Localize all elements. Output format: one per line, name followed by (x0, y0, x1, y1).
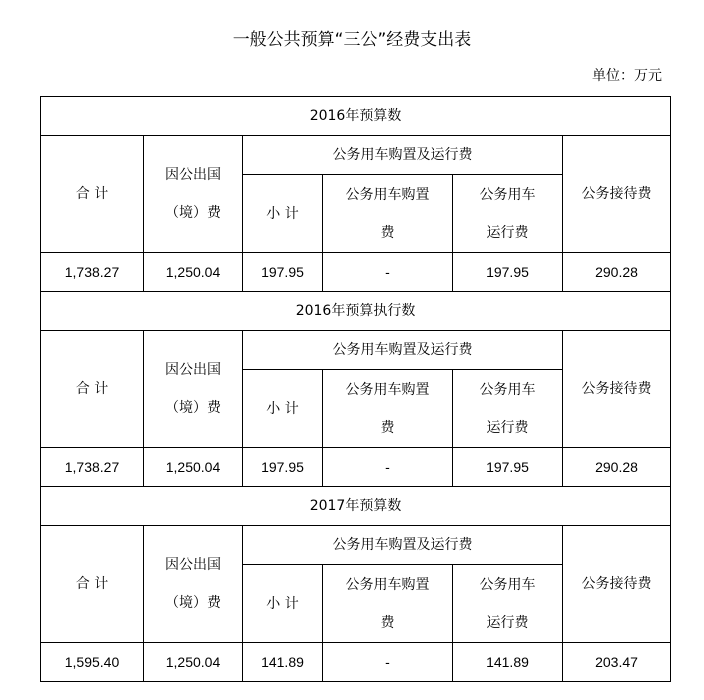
header-purchase (323, 565, 453, 643)
unit-label: 单位：万元 (592, 68, 662, 84)
header-vehicle-group: 公务用车购置及运行费 (243, 526, 563, 565)
header-subtotal: 小 计 (243, 175, 323, 253)
value-purchase: - (323, 253, 453, 292)
section-title: 2017年预算数 (41, 487, 671, 526)
value-operation: 197.95 (453, 253, 563, 292)
header-operation-line2: 运行费 (486, 224, 529, 241)
header-abroad-line2: （境）费 (165, 400, 221, 416)
header-operation-line2: 运行费 (486, 419, 529, 436)
header-abroad-line1: 因公出国 (165, 362, 221, 378)
header-operation (453, 175, 563, 253)
page-title: 一般公共预算“三公”经费支出表 (232, 30, 472, 50)
header-total: 合 计 (41, 526, 144, 643)
header-purchase-line2: 费 (380, 614, 395, 631)
value-total: 1,738.27 (41, 448, 144, 487)
header-row (41, 526, 671, 565)
header-abroad (144, 526, 243, 643)
header-reception: 公务接待费 (563, 526, 671, 643)
header-reception: 公务接待费 (563, 331, 671, 448)
header-abroad-line2: （境）费 (165, 205, 221, 221)
value-purchase: - (323, 643, 453, 682)
value-total: 1,595.40 (41, 643, 144, 682)
header-total: 合 计 (41, 331, 144, 448)
value-abroad: 1,250.04 (144, 253, 243, 292)
section-title: 2016年预算数 (41, 97, 671, 136)
value-reception: 290.28 (563, 448, 671, 487)
header-subtotal: 小 计 (243, 370, 323, 448)
header-purchase-line1: 公务用车购置 (345, 381, 430, 398)
value-reception: 203.47 (563, 643, 671, 682)
header-operation-line1: 公务用车 (479, 576, 536, 593)
header-purchase (323, 175, 453, 253)
value-abroad: 1,250.04 (144, 448, 243, 487)
header-operation-line2: 运行费 (486, 614, 529, 631)
value-subtotal: 197.95 (243, 253, 323, 292)
header-purchase-line2: 费 (380, 224, 395, 241)
value-subtotal: 197.95 (243, 448, 323, 487)
header-purchase-line1: 公务用车购置 (345, 576, 430, 593)
value-total: 1,738.27 (41, 253, 144, 292)
header-vehicle-group: 公务用车购置及运行费 (243, 331, 563, 370)
header-vehicle-group: 公务用车购置及运行费 (243, 136, 563, 175)
header-abroad (144, 136, 243, 253)
header-purchase-line2: 费 (380, 419, 395, 436)
value-operation: 197.95 (453, 448, 563, 487)
section-title-row (41, 292, 671, 331)
header-row (41, 331, 671, 370)
header-operation (453, 370, 563, 448)
value-purchase: - (323, 448, 453, 487)
header-abroad (144, 331, 243, 448)
header-operation-line1: 公务用车 (479, 381, 536, 398)
value-subtotal: 141.89 (243, 643, 323, 682)
section-title: 2016年预算执行数 (41, 292, 671, 331)
data-row (41, 448, 671, 487)
value-operation: 141.89 (453, 643, 563, 682)
header-operation-line1: 公务用车 (479, 186, 536, 203)
data-row (41, 643, 671, 682)
value-abroad: 1,250.04 (144, 643, 243, 682)
header-abroad-line2: （境）费 (165, 595, 221, 611)
section-title-row (41, 97, 671, 136)
header-abroad-line1: 因公出国 (165, 167, 221, 183)
header-row (41, 136, 671, 175)
header-purchase (323, 370, 453, 448)
section-title-row (41, 487, 671, 526)
budget-table (40, 96, 671, 682)
header-reception: 公务接待费 (563, 136, 671, 253)
value-reception: 290.28 (563, 253, 671, 292)
header-operation (453, 565, 563, 643)
header-total: 合 计 (41, 136, 144, 253)
header-abroad-line1: 因公出国 (165, 557, 221, 573)
header-purchase-line1: 公务用车购置 (345, 186, 430, 203)
data-row (41, 253, 671, 292)
header-subtotal: 小 计 (243, 565, 323, 643)
